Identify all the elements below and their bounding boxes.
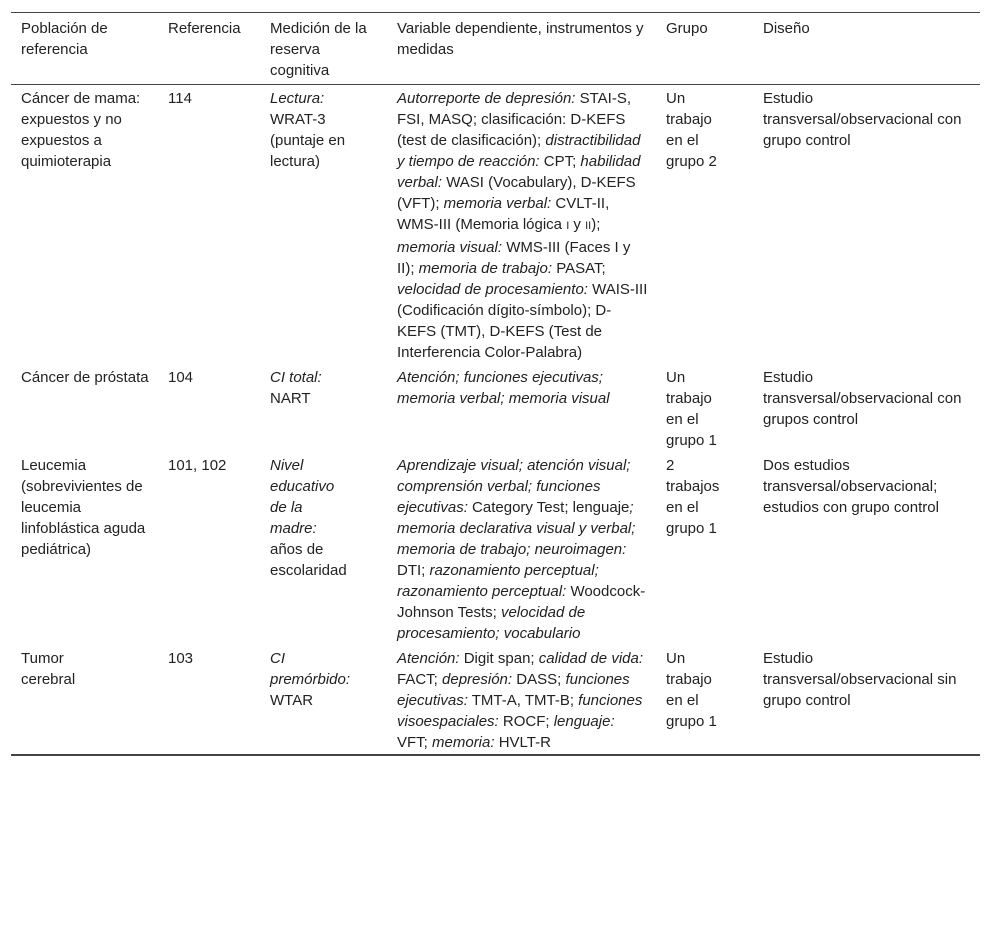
- population-text: Tumor cerebral: [21, 650, 76, 688]
- instrument-text: HVLT-R: [494, 734, 551, 751]
- design-cell: Estudio transversal/observacional sin grupo control: [763, 650, 957, 709]
- variable-name: memoria visual:: [397, 239, 503, 256]
- design-cell: Estudio transversal/observacional con grupos control: [763, 369, 962, 428]
- instrument-text: WAIS-III (Codificación dígito-símbolo); D-KEFS (TMT), D-KEFS (Test de Interferencia Color-Palabra): [397, 281, 648, 361]
- group-cell: [656, 364, 753, 452]
- header-cognitive-reserve: Medición de la reserva cognitiva: [270, 20, 367, 79]
- instrument-text: WASI (Vocabulary), D-KEFS (VFT);: [397, 174, 636, 212]
- variables-cell: [387, 364, 656, 452]
- population-cell: [11, 645, 158, 755]
- reserve-cell: [260, 452, 387, 645]
- variable-name: velocidad de procesamiento; vocabulario: [397, 604, 586, 642]
- reference-cell: 103: [168, 650, 194, 667]
- small-roman-numeral: I: [566, 220, 570, 232]
- variable-name: Atención:: [397, 650, 460, 667]
- variable-name: memoria verbal:: [443, 195, 552, 212]
- header-row: [11, 13, 980, 85]
- small-roman-numeral: II: [585, 220, 592, 232]
- instrument-text: FACT;: [397, 671, 443, 688]
- variable-name: funciones ejecutivas:: [397, 671, 630, 709]
- reserve-measure: CI premórbido:: [270, 650, 351, 688]
- group-text: Un trabajo en el grupo 1: [666, 650, 717, 730]
- variable-name: ; memoria declarativa visual y verbal; memoria de trabajo; neuroimagen:: [397, 499, 636, 558]
- variable-name: velocidad de procesamiento:: [397, 281, 588, 298]
- instrument-text: Digit span;: [459, 650, 539, 667]
- reserve-instrument: NART: [270, 390, 311, 407]
- variable-name: Aprendizaje visual; atención visual; comprensión verbal; funciones ejecutivas:: [397, 457, 631, 516]
- instrument-text: Category Test; lenguaje: [467, 499, 630, 516]
- header-reference: Referencia: [168, 20, 241, 37]
- variables-cell: [387, 452, 656, 645]
- group-text: Un trabajo en el grupo 1: [666, 369, 717, 449]
- reserve-cell: [260, 364, 387, 452]
- instrument-text: TMT-A, TMT-B;: [467, 692, 579, 709]
- variable-name: memoria:: [432, 734, 495, 751]
- variable-name: calidad de vida:: [538, 650, 644, 667]
- variables-cell: [387, 645, 656, 755]
- instrument-text: ROCF;: [498, 713, 554, 730]
- instrument-text: y: [569, 216, 586, 233]
- population-cell: Cáncer de próstata: [21, 369, 149, 386]
- variables-cell: [387, 85, 656, 365]
- reference-cell: 104: [168, 369, 194, 386]
- header-dependent-variable: Variable dependiente, instrumentos y medidas: [397, 20, 644, 58]
- reserve-measure: Lectura:: [270, 90, 325, 107]
- instrument-text: Woodcock-Johnson Tests;: [397, 583, 646, 621]
- group-text: 2 trabajos en el grupo 1: [666, 457, 720, 537]
- table-row: [11, 85, 980, 365]
- instrument-text: STAI-S, FSI, MASQ; clasificación: D-KEFS (test de clasificación);: [397, 90, 632, 149]
- instrument-text: VFT;: [397, 734, 433, 751]
- reserve-cell: [260, 85, 387, 365]
- header-design: Diseño: [763, 20, 810, 37]
- instrument-text: DASS;: [512, 671, 566, 688]
- table-row: [11, 364, 980, 452]
- group-text: Un trabajo en el grupo 2: [666, 90, 717, 170]
- reserve-measure: CI total:: [270, 369, 322, 386]
- header-population: Población de referencia: [21, 20, 108, 58]
- population-cell: Cáncer de mama: expuestos y no expuestos a quimioterapia: [21, 90, 141, 170]
- population-cell: Leucemia (sobrevivientes de leucemia linfoblástica aguda pediátrica): [21, 457, 146, 558]
- variable-name: lenguaje:: [553, 713, 615, 730]
- variable-name: depresión:: [442, 671, 513, 688]
- variable-name: razonamiento perceptual; razonamiento perceptual:: [397, 562, 599, 600]
- reserve-instrument: años de escolaridad: [270, 541, 347, 579]
- variable-name: distractibilidad y tiempo de reacción:: [397, 132, 641, 170]
- header-group: Grupo: [666, 20, 708, 37]
- variable-name: Atención; funciones ejecutivas; memoria verbal; memoria visual: [397, 369, 610, 407]
- group-cell: [656, 452, 753, 645]
- table-row: [11, 645, 980, 755]
- instrument-text: );: [591, 216, 601, 233]
- reserve-instrument: WRAT-3 (puntaje en lectura): [270, 111, 346, 170]
- reference-cell: 114: [168, 90, 192, 107]
- reserve-instrument: WTAR: [270, 692, 314, 709]
- instrument-text: CVLT-II, WMS-III (Memoria lógica: [397, 195, 610, 233]
- instrument-text: WMS-III (Faces I y II);: [397, 239, 631, 277]
- studies-table: [11, 12, 980, 756]
- group-cell: [656, 645, 753, 755]
- variable-name: habilidad verbal:: [397, 153, 641, 191]
- reserve-cell: [260, 645, 387, 755]
- variable-name: memoria de trabajo:: [418, 260, 553, 277]
- table-row: [11, 452, 980, 645]
- design-cell: Dos estudios transversal/observacional; estudios con grupo control: [763, 457, 939, 516]
- reference-text: 101, 102: [168, 457, 227, 474]
- variable-name: funciones visoespaciales:: [397, 692, 643, 730]
- group-cell: [656, 85, 753, 365]
- instrument-text: CPT;: [539, 153, 581, 170]
- reference-cell: [158, 452, 260, 645]
- variable-name: Autorreporte de depresión:: [397, 90, 576, 107]
- instrument-text: DTI;: [397, 562, 430, 579]
- reserve-measure: Nivel educativo de la madre:: [270, 457, 335, 537]
- design-cell: Estudio transversal/observacional con grupo control: [763, 90, 962, 149]
- instrument-text: PASAT;: [552, 260, 606, 277]
